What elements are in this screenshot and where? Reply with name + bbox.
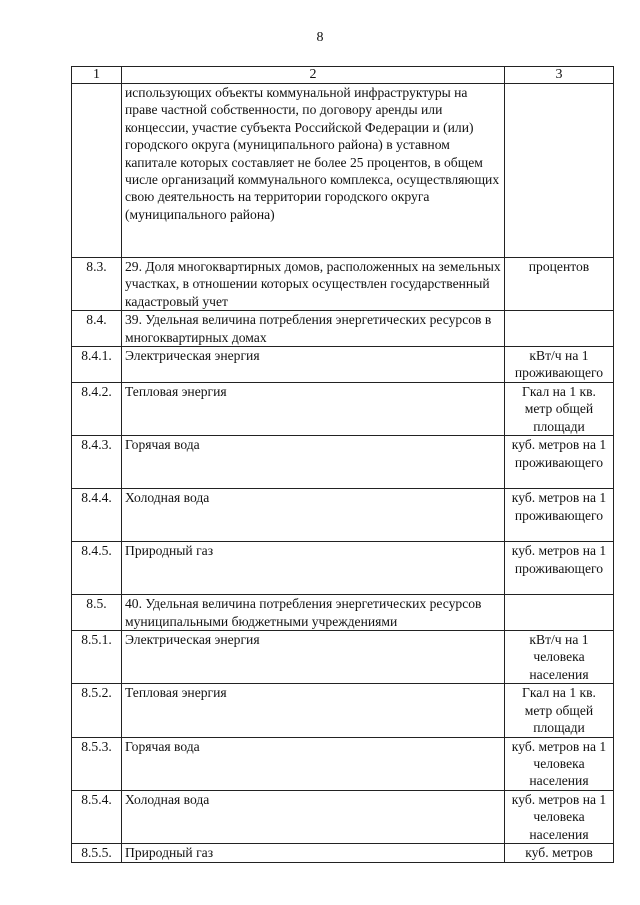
row-unit: куб. метров на 1 проживающего	[505, 436, 614, 489]
table-row	[72, 684, 614, 737]
table-row	[72, 843, 614, 862]
row-unit	[505, 595, 614, 631]
table-row	[72, 347, 614, 383]
row-indicator-name: 40. Удельная величина потребления энергетических ресурсов муниципальными бюджетными учреждениями	[122, 595, 505, 631]
table-row	[72, 737, 614, 790]
row-indicator-name: Тепловая энергия	[122, 684, 505, 737]
table-row	[72, 258, 614, 311]
row-unit: куб. метров	[505, 843, 614, 862]
table-row	[72, 489, 614, 542]
row-indicator-name: Горячая вода	[122, 737, 505, 790]
row-unit: куб. метров на 1 человека населения	[505, 737, 614, 790]
row-unit: куб. метров на 1 человека населения	[505, 790, 614, 843]
row-unit: кВт/ч на 1 человека населения	[505, 631, 614, 684]
row-indicator-name: Холодная вода	[122, 790, 505, 843]
table-row	[72, 84, 614, 258]
row-unit: Гкал на 1 кв. метр общей площади	[505, 684, 614, 737]
row-indicator-name: использующих объекты коммунальной инфраструктуры на праве частной собственности, по договору аренды или концессии, участие субъекта Российской Федерации и (или) городского округа (муниципального района) в уставном капитале которых составляет не более 25 процентов, в общем числе организаций коммунального комплекса, осуществляющих свою деятельность на территории городского округа (муниципального района)	[122, 84, 505, 258]
table-row	[72, 383, 614, 436]
row-number: 8.4.1.	[72, 347, 122, 383]
row-number: 8.3.	[72, 258, 122, 311]
table-row	[72, 631, 614, 684]
row-number: 8.4.2.	[72, 383, 122, 436]
column-header: 1	[72, 67, 122, 84]
row-number	[72, 84, 122, 258]
row-unit: куб. метров на 1 проживающего	[505, 489, 614, 542]
row-number: 8.4.5.	[72, 542, 122, 595]
row-number: 8.5.4.	[72, 790, 122, 843]
row-number: 8.4.	[72, 311, 122, 347]
indicators-table	[71, 66, 614, 863]
row-number: 8.5.	[72, 595, 122, 631]
row-unit: Гкал на 1 кв. метр общей площади	[505, 383, 614, 436]
row-number: 8.5.3.	[72, 737, 122, 790]
table-row	[72, 595, 614, 631]
column-header: 3	[505, 67, 614, 84]
table-row	[72, 436, 614, 489]
table-row	[72, 542, 614, 595]
row-number: 8.5.2.	[72, 684, 122, 737]
row-indicator-name: 29. Доля многоквартирных домов, расположенных на земельных участках, в отношении которых осуществлен государственный кадастровый учет	[122, 258, 505, 311]
table-header-row	[72, 67, 614, 84]
row-indicator-name: 39. Удельная величина потребления энергетических ресурсов в многоквартирных домах	[122, 311, 505, 347]
column-header: 2	[122, 67, 505, 84]
row-indicator-name: Природный газ	[122, 843, 505, 862]
row-indicator-name: Холодная вода	[122, 489, 505, 542]
row-indicator-name: Тепловая энергия	[122, 383, 505, 436]
row-unit: процентов	[505, 258, 614, 311]
row-number: 8.5.5.	[72, 843, 122, 862]
row-unit: куб. метров на 1 проживающего	[505, 542, 614, 595]
table-row	[72, 790, 614, 843]
row-indicator-name: Электрическая энергия	[122, 347, 505, 383]
row-indicator-name: Горячая вода	[122, 436, 505, 489]
row-unit	[505, 84, 614, 258]
row-number: 8.4.4.	[72, 489, 122, 542]
page-number: 8	[316, 30, 324, 45]
row-number: 8.4.3.	[72, 436, 122, 489]
row-indicator-name: Электрическая энергия	[122, 631, 505, 684]
row-unit	[505, 311, 614, 347]
row-indicator-name: Природный газ	[122, 542, 505, 595]
row-unit: кВт/ч на 1 проживающего	[505, 347, 614, 383]
row-number: 8.5.1.	[72, 631, 122, 684]
table-row	[72, 311, 614, 347]
